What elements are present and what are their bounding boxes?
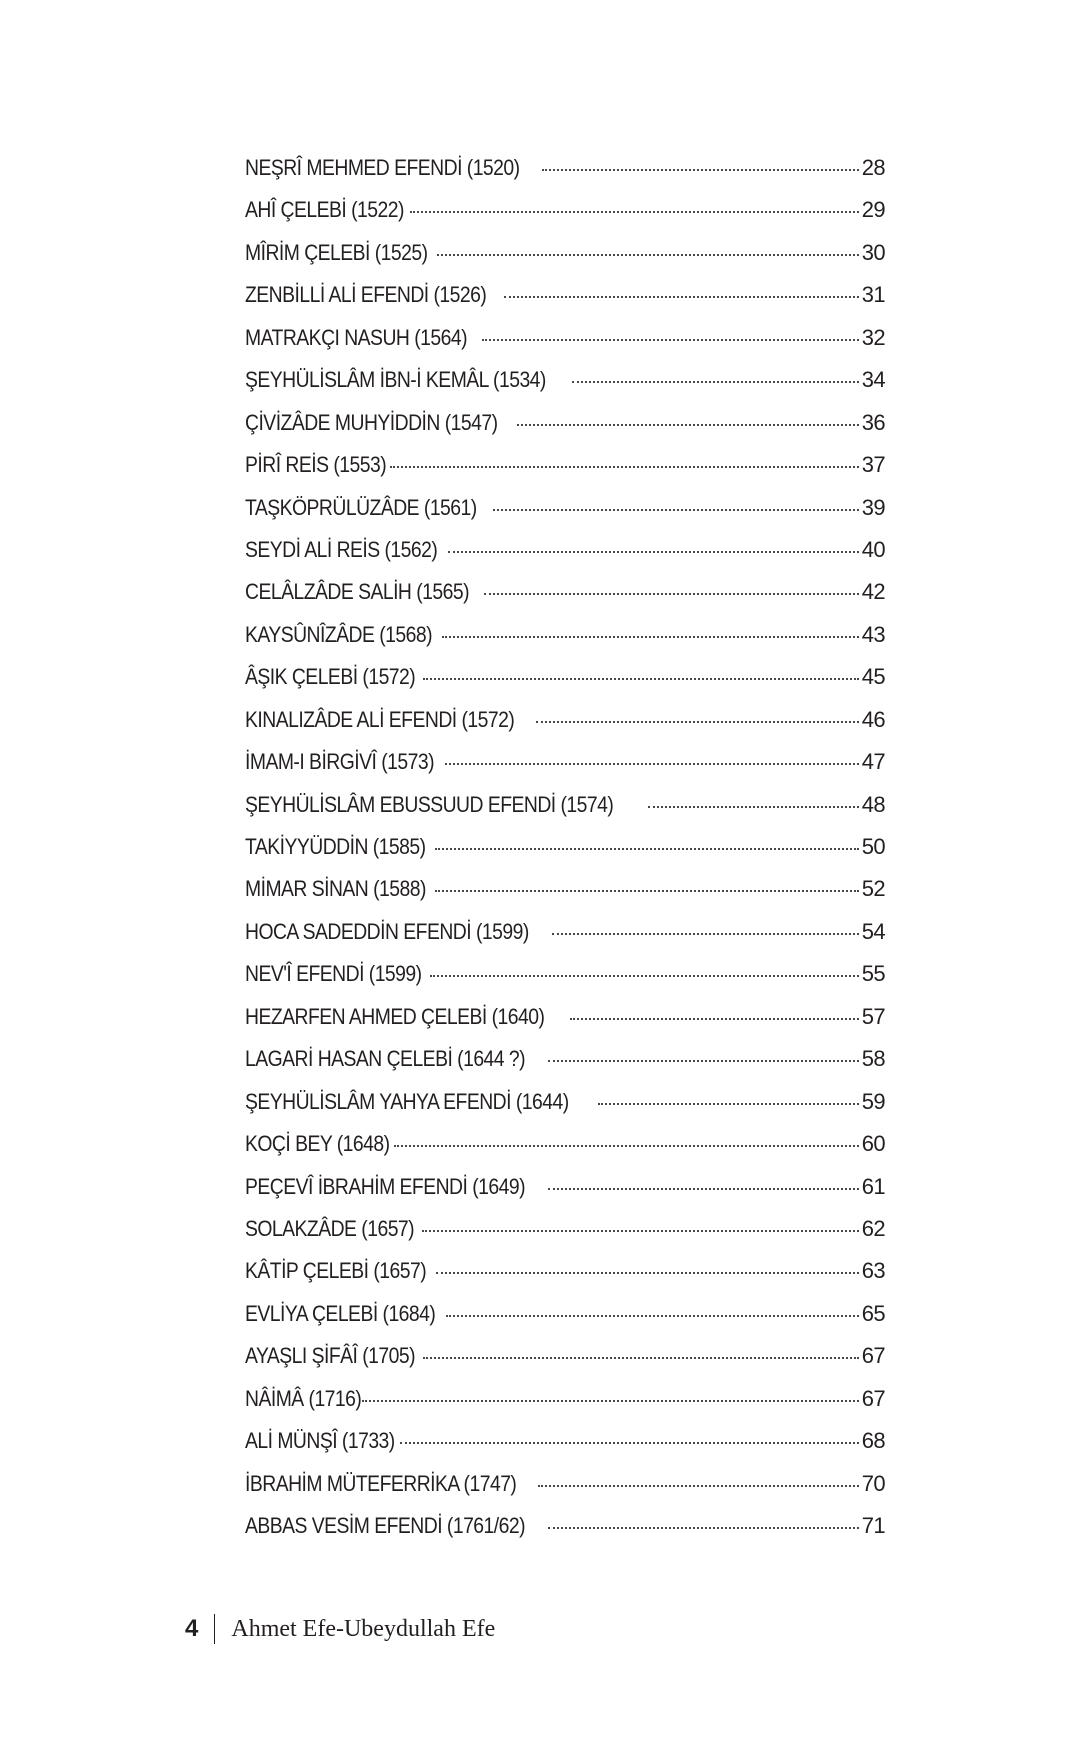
toc-entry-page: 31 — [861, 282, 885, 308]
toc-entry-title: TAŞKÖPRÜLÜZÂDE (1561) — [245, 494, 477, 520]
toc-entry-page: 40 — [861, 536, 885, 562]
toc-entry — [245, 1343, 885, 1385]
toc-entry — [245, 707, 885, 749]
toc-entry-title: SEYDİ ALİ REİS (1562) — [245, 536, 438, 562]
toc-entry — [245, 1174, 885, 1216]
toc-entry — [245, 325, 885, 367]
toc-entry-title: KAYSÛNÎZÂDE (1568) — [245, 621, 433, 647]
toc-entry-title: MİMAR SİNAN (1588) — [245, 876, 426, 902]
toc-entry — [245, 1471, 885, 1513]
toc-entry-title: NEŞRÎ MEHMED EFENDİ (1520) — [245, 155, 520, 180]
toc-entry-title: MÎRİM ÇELEBİ (1525) — [245, 239, 428, 265]
dot-leader — [482, 339, 859, 341]
dot-leader — [517, 424, 859, 426]
toc-entry-page: 34 — [861, 367, 885, 393]
toc-entry — [245, 749, 885, 791]
dot-leader — [598, 1103, 859, 1105]
dot-leader — [548, 1060, 859, 1062]
toc-entry-page: 28 — [861, 155, 885, 180]
toc-entry — [245, 622, 885, 664]
toc-entry — [245, 282, 885, 324]
toc-entry-page: 39 — [861, 494, 885, 520]
toc-entry-page: 55 — [861, 961, 885, 987]
toc-entry-page: 32 — [861, 324, 885, 350]
dot-leader — [504, 296, 859, 298]
dot-leader — [362, 1400, 859, 1402]
dot-leader — [648, 806, 859, 808]
toc-entry-title: ŞEYHÜLİSLÂM İBN-İ KEMÂL (1534) — [245, 367, 546, 393]
toc-entry — [245, 1046, 885, 1088]
toc-entry-title: ABBAS VESİM EFENDİ (1761/62) — [245, 1513, 526, 1538]
toc-entry-page: 52 — [861, 876, 885, 902]
toc-entry-title: NÂİMÂ (1716) — [245, 1385, 362, 1411]
toc-entry-page: 43 — [861, 621, 885, 647]
toc-entry — [245, 1004, 885, 1046]
dot-leader — [552, 933, 859, 935]
toc-entry — [245, 876, 885, 918]
dot-leader — [435, 890, 859, 892]
toc-entry — [245, 1258, 885, 1300]
toc-entry-title: AYAŞLI ŞİFÂÎ (1705) — [245, 1343, 416, 1369]
toc-entry — [245, 155, 885, 197]
toc-entry — [245, 1089, 885, 1131]
toc-entry-page: 47 — [861, 749, 885, 775]
toc-entry-title: HOCA SADEDDİN EFENDİ (1599) — [245, 918, 529, 944]
toc-entry — [245, 410, 885, 452]
toc-entry-title: LAGARİ HASAN ÇELEBİ (1644 ?) — [245, 1046, 526, 1072]
footer-author: Ahmet Efe-Ubeydullah Efe — [231, 1615, 496, 1642]
toc-entry-page: 45 — [861, 664, 885, 690]
toc-entry — [245, 1131, 885, 1173]
dot-leader — [410, 211, 859, 213]
toc-entry-page: 59 — [861, 1088, 885, 1114]
toc-entry — [245, 834, 885, 876]
toc-entry-title: CELÂLZÂDE SALİH (1565) — [245, 579, 470, 605]
toc-entry-title: İBRAHİM MÜTEFERRİKA (1747) — [245, 1470, 517, 1496]
dot-leader — [442, 636, 859, 638]
dot-leader — [542, 169, 859, 171]
dot-leader — [446, 1315, 859, 1317]
toc-entry — [245, 1386, 885, 1428]
toc-entry-title: İMAM-I BİRGİVÎ (1573) — [245, 749, 435, 775]
toc-entry-page: 63 — [861, 1258, 885, 1284]
toc-entry-title: MATRAKÇI NASUH (1564) — [245, 324, 468, 350]
toc-entry-page: 54 — [861, 918, 885, 944]
toc-entry — [245, 1216, 885, 1258]
dot-leader — [436, 1272, 859, 1274]
toc-entry — [245, 537, 885, 579]
toc-entry-page: 65 — [861, 1300, 885, 1326]
dot-leader — [437, 254, 859, 256]
toc-entry-page: 70 — [861, 1470, 885, 1496]
toc-entry — [245, 1428, 885, 1470]
toc-entry-page: 36 — [861, 409, 885, 435]
toc-entry — [245, 452, 885, 494]
toc-entry-page: 58 — [861, 1046, 885, 1072]
toc-entry-page: 61 — [861, 1173, 885, 1199]
toc-entry — [245, 240, 885, 282]
toc-entry-title: TAKİYYÜDDİN (1585) — [245, 834, 426, 859]
toc-entry-title: KÂTİP ÇELEBİ (1657) — [245, 1258, 427, 1284]
toc-entry-title: ZENBİLLİ ALİ EFENDİ (1526) — [245, 282, 487, 308]
toc-entry-page: 29 — [861, 197, 885, 223]
toc-entry — [245, 664, 885, 706]
toc-entry — [245, 1513, 885, 1555]
toc-entry-title: KINALIZÂDE ALİ EFENDİ (1572) — [245, 706, 515, 732]
toc-entry — [245, 961, 885, 1003]
toc-entry-page: 67 — [861, 1385, 885, 1411]
toc-entry — [245, 367, 885, 409]
toc-entry-title: ALİ MÜNŞÎ (1733) — [245, 1428, 395, 1454]
toc-entry — [245, 792, 885, 834]
dot-leader — [445, 763, 859, 765]
dot-leader — [484, 593, 859, 595]
toc-entry — [245, 919, 885, 961]
dot-leader — [400, 1442, 859, 1444]
dot-leader — [390, 466, 859, 468]
toc-entry — [245, 1301, 885, 1343]
toc-entry-page: 46 — [861, 706, 885, 732]
dot-leader — [548, 1527, 859, 1529]
toc-entry — [245, 579, 885, 621]
dot-leader — [423, 1357, 859, 1359]
dot-leader — [493, 509, 859, 511]
toc-entry-page: 30 — [861, 239, 885, 265]
toc-entry-title: ÂŞIK ÇELEBİ (1572) — [245, 664, 416, 690]
table-of-contents — [245, 155, 885, 1555]
toc-entry-title: PEÇEVÎ İBRAHİM EFENDİ (1649) — [245, 1173, 526, 1199]
toc-entry-page: 60 — [861, 1131, 885, 1157]
toc-entry-page: 50 — [861, 834, 885, 859]
toc-entry-title: NEV'Î EFENDİ (1599) — [245, 961, 422, 987]
dot-leader — [394, 1145, 859, 1147]
footer-page-number: 4 — [185, 1615, 199, 1642]
toc-entry-title: ÇİVİZÂDE MUHYİDDİN (1547) — [245, 409, 498, 435]
dot-leader — [538, 1485, 859, 1487]
dot-leader — [548, 1188, 859, 1190]
dot-leader — [572, 381, 859, 383]
dot-leader — [430, 975, 859, 977]
page-footer — [185, 1614, 495, 1644]
toc-entry — [245, 495, 885, 537]
toc-entry-page: 37 — [861, 452, 885, 478]
toc-entry-title: PİRÎ REİS (1553) — [245, 452, 387, 478]
dot-leader — [536, 721, 859, 723]
toc-entry-page: 42 — [861, 579, 885, 605]
toc-entry-title: KOÇİ BEY (1648) — [245, 1131, 390, 1157]
toc-entry-title: ŞEYHÜLİSLÂM YAHYA EFENDİ (1644) — [245, 1088, 569, 1114]
toc-entry-page: 62 — [861, 1215, 885, 1241]
toc-entry-title: ŞEYHÜLİSLÂM EBUSSUUD EFENDİ (1574) — [245, 791, 614, 817]
toc-entry-page: 57 — [861, 1003, 885, 1029]
toc-entry-title: HEZARFEN AHMED ÇELEBİ (1640) — [245, 1003, 545, 1029]
toc-entry-page: 68 — [861, 1428, 885, 1454]
dot-leader — [435, 848, 859, 850]
dot-leader — [448, 551, 859, 553]
footer-divider — [214, 1614, 215, 1644]
toc-entry-title: AHÎ ÇELEBİ (1522) — [245, 197, 404, 223]
dot-leader — [570, 1018, 859, 1020]
toc-entry-page: 71 — [861, 1513, 885, 1538]
toc-entry-title: EVLİYA ÇELEBİ (1684) — [245, 1300, 436, 1326]
toc-entry-page: 67 — [861, 1343, 885, 1369]
toc-entry — [245, 197, 885, 239]
dot-leader — [422, 1230, 859, 1232]
toc-entry-page: 48 — [861, 791, 885, 817]
toc-entry-title: SOLAKZÂDE (1657) — [245, 1215, 415, 1241]
dot-leader — [423, 678, 859, 680]
